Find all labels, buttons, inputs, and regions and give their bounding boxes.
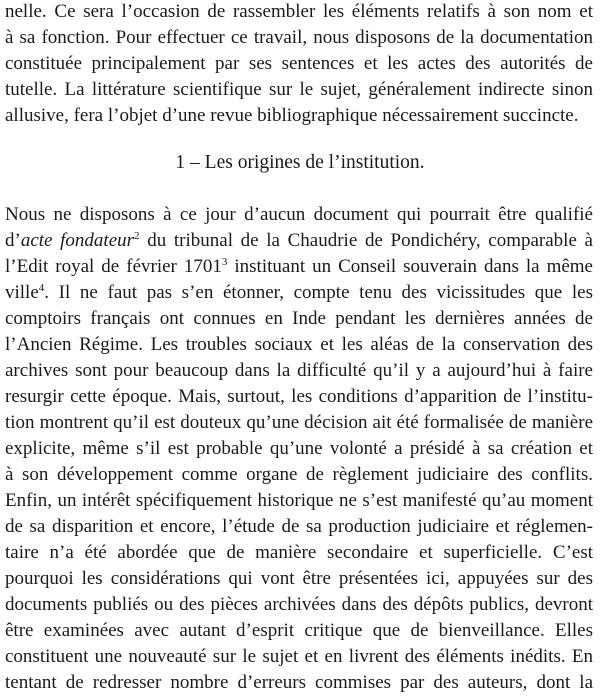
paragraph-1-line-4: tutelle. La littérature scientifique sur le sujet, généralement indirecte sinon: [5, 79, 593, 100]
footnote-ref-2: 2: [134, 230, 140, 242]
line-2-start: d’: [5, 230, 21, 251]
paragraph-1-line-2: à sa fonction. Pour effectuer ce travail, nous disposons de la documentation: [5, 27, 593, 48]
paragraph-1-line-3: constituée principalement par ses sentences et les actes des autorités de: [5, 53, 593, 74]
paragraph-2-line-7: archives sont pour beaucoup dans la difficulté qu’il y a aujourd’hui à faire: [5, 360, 593, 381]
line-4-start: ville: [5, 282, 39, 303]
paragraph-2-line-4: [5, 280, 593, 306]
footnote-ref-3: 3: [221, 256, 228, 268]
paragraph-2-line-9: tion montrent qu’il est douteux qu’une décision ait été formalisée de manière: [5, 412, 593, 433]
section-heading: 1 – Les origines de l’institution.: [175, 152, 425, 173]
line-4-rest: . Il ne faut pas s’en étonner, compte tenu des vicissitudes que les: [44, 282, 593, 303]
footnote-ref-4: 4: [38, 282, 45, 294]
paragraph-2-line-1: Nous ne disposons à ce jour d’aucun document qui pourrait être qualifié: [5, 204, 593, 225]
paragraph-1-line-5: allusive, fera l’objet d’une revue bibliographique nécessairement succincte.: [5, 105, 579, 126]
paragraph-2-line-11: à son développement comme organe de règlement judiciaire des conflits.: [5, 464, 593, 485]
line-2-rest: du tribunal de la Chaudrie de Pondichéry, comparable à: [139, 230, 593, 251]
paragraph-2-line-2: [5, 228, 593, 254]
acte-fondateur-italic: acte fondateur: [20, 230, 135, 251]
paragraph-2-line-19: tentant de redresser nombre d’erreurs commises par des auteurs, dont la: [5, 672, 593, 693]
paragraph-2-line-13: de sa disparition et encore, l’étude de sa production judiciaire et réglemen-: [5, 516, 593, 537]
paragraph-2-line-6: l’Ancien Régime. Les troubles sociaux et les aléas de la conservation des: [5, 334, 593, 355]
paragraph-2-line-17: être examinées avec autant d’esprit critique que de bienveillance. Elles: [5, 620, 593, 641]
line-3-start: l’Edit royal de février 1701: [5, 256, 222, 277]
paragraph-2-line-16: documents publiés ou des pièces archivées dans des dépôts publics, devront: [5, 594, 593, 615]
paragraph-2-line-10: explicite, même s’il est probable qu’une volonté a présidé à sa création et: [5, 438, 593, 459]
paragraph-2-line-12: Enfin, un intérêt spécifiquement historique ne s’est manifesté qu’au moment: [5, 490, 593, 511]
paragraph-2-line-14: taire n’a été abordée que de manière secondaire et superficielle. C’est: [5, 542, 593, 563]
paragraph-2-line-5: comptoirs français ont connues en Inde pendant les dernières années de: [5, 308, 593, 329]
paragraph-2-line-8: resurgir cette époque. Mais, surtout, les conditions d’apparition de l’institu-: [5, 386, 593, 407]
paragraph-2-line-15: pourquoi les considérations qui vont être présentées ici, appuyées sur des: [5, 568, 593, 589]
paragraph-1-line-1: nelle. Ce sera l’occasion de rassembler les éléments relatifs à son nom et: [5, 1, 593, 22]
paragraph-2-line-18: constituent une nouveauté sur le sujet et en livrent des éléments inédits. En: [5, 646, 593, 667]
line-3-rest: instituant un Conseil souverain dans la même: [227, 256, 593, 277]
paragraph-2-line-3: [5, 254, 593, 280]
